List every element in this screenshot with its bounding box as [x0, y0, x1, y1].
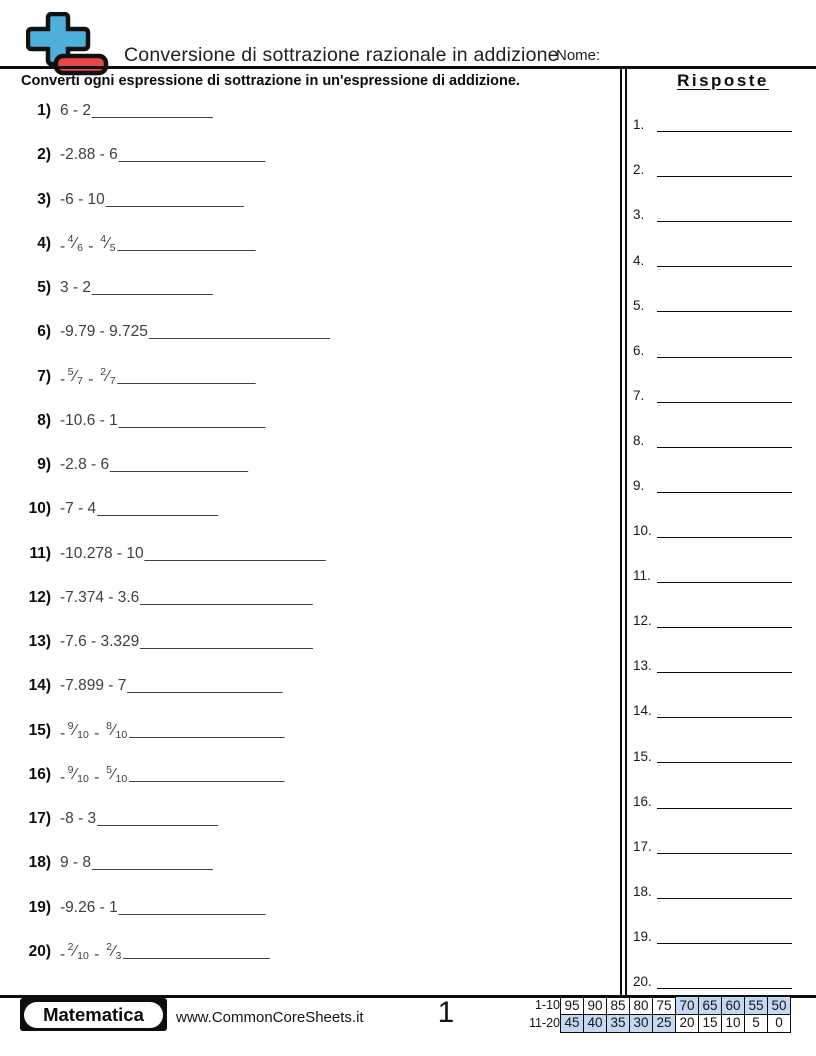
grade-row-label: 1-10	[534, 998, 560, 1013]
minus-sign: -	[60, 945, 66, 963]
answer-row	[633, 88, 813, 133]
fraction-denominator: 5	[109, 242, 116, 255]
grade-cell: 75	[653, 997, 676, 1015]
answer-number: 4.	[633, 252, 645, 268]
fraction-numerator: 8	[106, 720, 112, 733]
brand-badge	[20, 998, 167, 1031]
answer-line	[657, 582, 792, 583]
answer-number: 10.	[633, 523, 652, 539]
name-label: Nome:	[556, 47, 601, 64]
fraction-slash: ⁄	[74, 367, 77, 385]
problem-row	[21, 886, 616, 930]
fraction-numerator: 4	[67, 233, 74, 246]
fraction-slash: ⁄	[106, 234, 110, 252]
problem-number: 14)	[28, 677, 51, 695]
grade-row	[526, 997, 791, 1015]
answer-row	[633, 404, 813, 449]
problem-answer-blank: ____________________	[140, 633, 313, 651]
grade-cell: 0	[768, 1014, 791, 1032]
answer-row	[633, 584, 813, 629]
problem-row	[21, 664, 616, 708]
fraction-numerator: 2	[100, 366, 107, 379]
problem-expression	[60, 233, 117, 254]
problem-number: 17)	[28, 810, 51, 828]
answer-number: 15.	[633, 748, 652, 764]
answer-number: 8.	[633, 432, 645, 448]
problem-answer-blank: ______________	[92, 102, 213, 120]
problem-answer-blank: _____________________	[148, 323, 330, 341]
answers-divider	[620, 68, 627, 995]
answer-row	[633, 268, 813, 313]
answer-row	[633, 855, 813, 900]
answer-number: 20.	[633, 974, 652, 990]
problem-answer-blank: ______________	[97, 500, 218, 518]
fraction-denominator: 7	[77, 375, 83, 388]
grade-cell: 80	[630, 997, 653, 1015]
answer-row	[633, 945, 813, 990]
problem-row	[21, 89, 616, 133]
answer-line	[657, 492, 792, 493]
grade-cell: 5	[745, 1014, 768, 1032]
fraction-numerator: 5	[67, 366, 74, 379]
answer-number: 2.	[633, 162, 645, 178]
problem-row	[21, 399, 616, 443]
problem-answer-blank: ________________	[117, 234, 256, 252]
answer-line	[657, 627, 792, 628]
answer-number: 9.	[633, 478, 645, 493]
fraction-numerator: 2	[67, 941, 74, 954]
answer-row	[633, 629, 813, 674]
problem-answer-blank: _________________	[118, 898, 266, 916]
fraction-slash: ⁄	[112, 942, 116, 960]
problem-number: 20)	[28, 942, 51, 960]
problem-row	[21, 930, 616, 974]
problem-number: 6)	[37, 323, 51, 341]
grade-cell: 40	[584, 1014, 607, 1032]
problem-row	[21, 222, 616, 266]
answer-row	[633, 719, 813, 764]
answer-line	[657, 447, 792, 448]
problem-expression: 9 - 8	[60, 854, 92, 872]
problem-answer-blank: __________________	[129, 765, 285, 783]
problem-row	[21, 753, 616, 797]
brand-label: Matematica	[24, 1002, 163, 1028]
problem-number: 1)	[37, 102, 51, 120]
problem-row	[21, 443, 616, 487]
problem-expression: -2.88 - 6	[60, 146, 118, 164]
answer-number: 16.	[633, 793, 652, 809]
answer-line	[657, 943, 792, 944]
minus-icon	[56, 56, 106, 73]
problem-expression: -10.278 - 10	[60, 544, 144, 562]
fraction-denominator: 10	[77, 950, 89, 963]
problem-answer-blank: ______________	[92, 279, 213, 297]
problem-row	[21, 709, 616, 753]
grade-cell: 55	[745, 997, 768, 1015]
answer-row	[633, 133, 813, 178]
grade-cell: 60	[722, 997, 745, 1015]
problem-expression: -8 - 3	[60, 810, 97, 828]
answer-number: 14.	[633, 703, 652, 719]
problem-number: 10)	[28, 500, 51, 518]
grade-table	[526, 996, 791, 1033]
minus-sign: -	[94, 945, 100, 963]
problem-number: 18)	[28, 854, 51, 872]
grade-cell: 65	[699, 997, 722, 1015]
grade-cell: 45	[561, 1014, 584, 1032]
answer-number: 6.	[633, 342, 645, 358]
minus-sign: -	[88, 370, 94, 388]
page-number: 1	[437, 996, 455, 1029]
problem-expression	[60, 720, 128, 741]
problem-answer-blank: ____________________	[140, 588, 313, 606]
problem-answer-blank: _________________	[118, 411, 266, 429]
problem-expression: -7.374 - 3.6	[60, 588, 140, 606]
answer-line	[657, 898, 792, 899]
problem-row	[21, 266, 616, 310]
minus-sign: -	[60, 768, 66, 786]
answer-line	[657, 357, 792, 358]
problem-row	[21, 797, 616, 841]
fraction-numerator: 9	[67, 764, 74, 777]
answer-row	[633, 449, 813, 494]
minus-sign: -	[88, 237, 94, 255]
answer-line	[657, 988, 792, 989]
worksheet-title: Conversione di sottrazione razionale in addizione	[124, 44, 559, 66]
problem-row	[21, 576, 616, 620]
problem-answer-blank: ________________	[105, 190, 244, 208]
problem-expression: 3 - 2	[60, 279, 92, 297]
grade-cell: 35	[607, 1014, 630, 1032]
answers-title: Risposte	[677, 71, 769, 90]
problem-row	[21, 532, 616, 576]
problem-number: 12)	[28, 588, 51, 606]
problem-expression: -2.8 - 6	[60, 456, 110, 474]
fraction-slash: ⁄	[74, 942, 77, 960]
problem-number: 3)	[37, 190, 51, 208]
answer-line	[657, 221, 792, 222]
answer-number: 18.	[633, 883, 652, 899]
answer-number: 1.	[633, 117, 645, 133]
answer-row	[633, 494, 813, 539]
answer-line	[657, 266, 792, 267]
problem-number: 13)	[28, 633, 51, 651]
answer-row	[633, 810, 813, 855]
problems-list	[21, 89, 616, 974]
grade-cell: 30	[630, 1014, 653, 1032]
fraction-slash: ⁄	[74, 765, 77, 783]
problem-expression	[60, 941, 122, 962]
grade-cell: 10	[722, 1014, 745, 1032]
grade-cell: 70	[676, 997, 699, 1015]
answer-number: 5.	[633, 297, 645, 313]
answer-number: 13.	[633, 658, 652, 674]
problem-number: 8)	[37, 411, 51, 429]
problem-expression: -7.6 - 3.329	[60, 633, 140, 651]
fraction-slash: ⁄	[74, 234, 77, 252]
problem-answer-blank: ______________	[97, 810, 218, 828]
answer-number: 19.	[633, 928, 652, 944]
answer-number: 3.	[633, 207, 645, 223]
fraction-numerator: 2	[106, 941, 112, 954]
problem-number: 19)	[28, 898, 51, 916]
problem-row	[21, 355, 616, 399]
problem-number: 11)	[29, 544, 51, 562]
problem-row	[21, 133, 616, 177]
answer-row	[633, 223, 813, 268]
grade-row-label: 11-20	[528, 1015, 560, 1030]
answer-line	[657, 717, 792, 718]
answer-line	[657, 537, 792, 538]
fraction-denominator: 6	[77, 242, 83, 255]
problem-number: 2)	[37, 146, 51, 164]
answer-line	[657, 311, 792, 312]
fraction-numerator: 4	[100, 233, 107, 246]
answer-line	[657, 808, 792, 809]
website-text: www.CommonCoreSheets.it	[176, 1009, 364, 1026]
answer-line	[657, 762, 792, 763]
answer-line	[657, 131, 792, 132]
answer-row	[633, 178, 813, 223]
problem-row	[21, 178, 616, 222]
problem-expression: -6 - 10	[60, 190, 105, 208]
problem-number: 15)	[28, 721, 51, 739]
answers-list	[633, 88, 813, 990]
problem-number: 16)	[28, 765, 51, 783]
answer-line	[657, 176, 792, 177]
grade-cell: 85	[607, 997, 630, 1015]
grade-cell: 20	[676, 1014, 699, 1032]
fraction-slash: ⁄	[74, 721, 77, 739]
answer-line	[657, 672, 792, 673]
header-divider	[0, 66, 816, 69]
problem-answer-blank: ________________	[110, 456, 249, 474]
grade-cell: 50	[768, 997, 791, 1015]
fraction-numerator: 9	[67, 720, 74, 733]
answer-row	[633, 764, 813, 809]
fraction-denominator: 3	[115, 950, 122, 963]
problem-row	[21, 841, 616, 885]
grade-cell: 90	[584, 997, 607, 1015]
minus-sign: -	[60, 370, 66, 388]
answer-number: 11.	[633, 568, 651, 584]
fraction-slash: ⁄	[112, 765, 116, 783]
problem-number: 9)	[37, 456, 51, 474]
answer-number: 7.	[633, 387, 645, 403]
minus-sign: -	[60, 237, 66, 255]
answer-number: 12.	[633, 613, 652, 629]
problem-expression	[60, 764, 128, 785]
fraction-slash: ⁄	[106, 367, 110, 385]
problem-expression: -9.79 - 9.725	[60, 323, 148, 341]
problem-answer-blank: _________________	[118, 146, 266, 164]
problem-number: 4)	[37, 234, 51, 252]
grade-cell: 25	[653, 1014, 676, 1032]
answer-line	[657, 853, 792, 854]
fraction-numerator: 5	[106, 764, 112, 777]
problem-answer-blank: __________________	[127, 677, 283, 695]
fraction-slash: ⁄	[112, 721, 116, 739]
problem-expression: -10.6 - 1	[60, 411, 118, 429]
fraction-denominator: 10	[77, 729, 89, 742]
answer-row	[633, 359, 813, 404]
answer-row	[633, 539, 813, 584]
problem-expression: 6 - 2	[60, 102, 92, 120]
problem-row	[21, 487, 616, 531]
problem-expression: -7 - 4	[60, 500, 97, 518]
answer-line	[657, 402, 792, 403]
grade-cell: 15	[699, 1014, 722, 1032]
minus-sign: -	[60, 724, 66, 742]
answer-number: 17.	[633, 838, 652, 854]
problem-number: 5)	[37, 279, 51, 297]
fraction-denominator: 10	[115, 773, 128, 786]
grade-cell: 95	[561, 997, 584, 1015]
problem-answer-blank: __________________	[129, 721, 285, 739]
problem-expression: -9.26 - 1	[60, 898, 118, 916]
answer-row	[633, 313, 813, 358]
minus-sign: -	[94, 768, 100, 786]
problem-number: 7)	[37, 367, 51, 385]
minus-sign: -	[94, 724, 100, 742]
problem-row	[21, 310, 616, 354]
answer-row	[633, 900, 813, 945]
problem-expression: -7.899 - 7	[60, 677, 127, 695]
problem-answer-blank: _________________	[123, 942, 270, 960]
fraction-denominator: 10	[115, 729, 128, 742]
answer-row	[633, 674, 813, 719]
problem-answer-blank: ________________	[117, 367, 256, 385]
problem-row	[21, 620, 616, 664]
fraction-denominator: 7	[109, 375, 116, 388]
grade-row	[526, 1014, 791, 1032]
instructions-text: Converti ogni espressione di sottrazione in un'espressione di addizione.	[21, 73, 520, 89]
problem-answer-blank: ______________	[92, 854, 213, 872]
fraction-denominator: 10	[77, 773, 89, 786]
problem-expression	[60, 366, 117, 387]
problem-answer-blank: _____________________	[144, 544, 326, 562]
